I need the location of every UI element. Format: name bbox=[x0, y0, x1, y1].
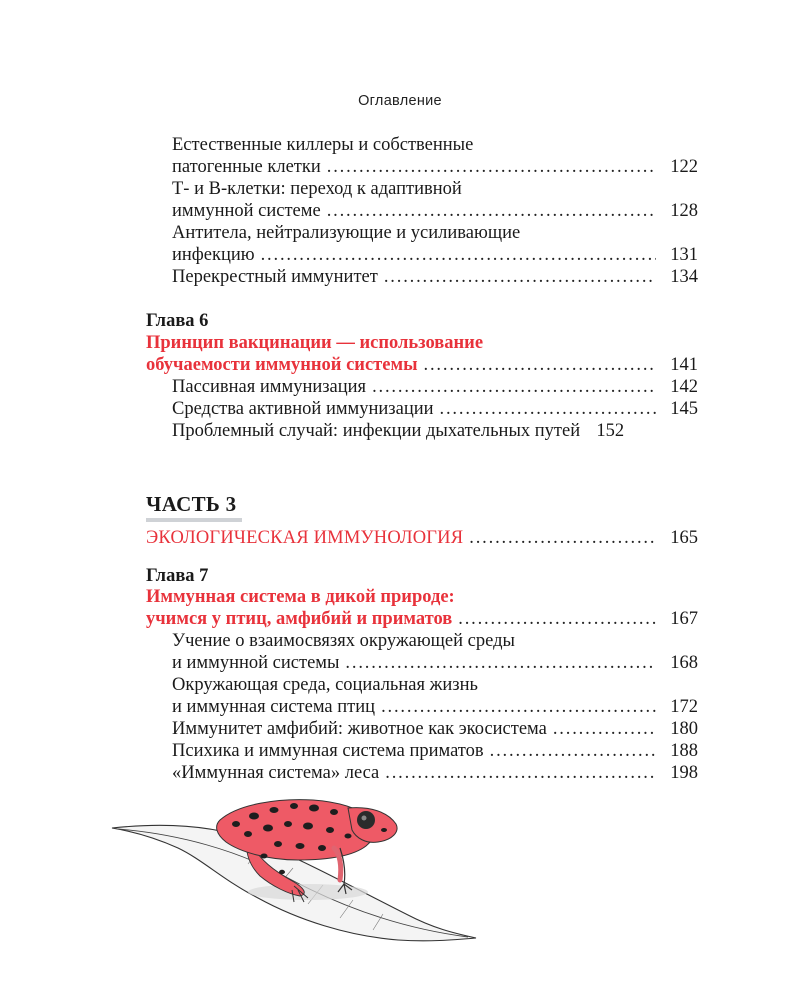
frog-eye bbox=[357, 811, 375, 829]
toc-entry-active-immunization[interactable] bbox=[172, 398, 698, 420]
leader-dots bbox=[490, 740, 656, 762]
chapter-title-text: Принцип вакцинации — использование bbox=[146, 333, 484, 353]
toc-entry-text: Средства активной иммунизации bbox=[172, 399, 434, 419]
leader-dots bbox=[372, 376, 656, 398]
leader-dots bbox=[440, 398, 656, 420]
chapter-6-title-line2[interactable] bbox=[146, 354, 698, 376]
page-number: 134 bbox=[670, 267, 698, 287]
chapter-6-title-line1[interactable] bbox=[146, 332, 698, 354]
toc-entry-tb-cells-line2[interactable] bbox=[172, 200, 698, 222]
toc-entry-antibodies-line1[interactable] bbox=[172, 222, 698, 244]
leader-dots bbox=[381, 696, 656, 718]
leader-dots bbox=[424, 354, 656, 376]
toc-entry-text: Психика и иммунная система приматов bbox=[172, 741, 484, 761]
frog-front-leg-fill bbox=[334, 848, 341, 880]
toc-entry-birds-line2[interactable] bbox=[172, 696, 698, 718]
toc-entry-text: Учение о взаимосвязях окружающей среды bbox=[172, 631, 515, 651]
page-number: 128 bbox=[670, 201, 698, 221]
toc-entry-text: Естественные киллеры и собственные bbox=[172, 135, 474, 155]
chapter-7-title-line2[interactable] bbox=[146, 608, 698, 630]
page-number: 145 bbox=[670, 399, 698, 419]
frog-eye-highlight bbox=[362, 816, 367, 821]
page-number: 180 bbox=[670, 719, 698, 739]
chapter-7-label: Глава 7 bbox=[146, 566, 209, 586]
toc-entry-text: и иммунной системы bbox=[172, 653, 340, 673]
toc-entry-text: и иммунная система птиц bbox=[172, 697, 376, 717]
page-number: 172 bbox=[670, 697, 698, 717]
part-3-underline bbox=[146, 518, 242, 522]
toc-entry-text: патогенные клетки bbox=[172, 157, 321, 177]
part-3-label: ЧАСТЬ 3 bbox=[146, 492, 237, 516]
chapter-6-label: Глава 6 bbox=[146, 311, 209, 331]
toc-entry-cross-immunity[interactable] bbox=[172, 266, 698, 288]
toc-entry-text: инфекцию bbox=[172, 245, 255, 265]
leader-dots bbox=[385, 762, 656, 784]
toc-entry-text: Перекрестный иммунитет bbox=[172, 267, 378, 287]
page-number: 152 bbox=[596, 421, 625, 441]
page-number: 188 bbox=[670, 741, 698, 761]
frog-on-leaf-icon bbox=[108, 790, 488, 960]
toc-entry-ecology-line1[interactable] bbox=[172, 630, 698, 652]
toc-entry-respiratory-infections[interactable] bbox=[172, 420, 698, 442]
toc-entry-text: Антитела, нейтрализующие и усиливающие bbox=[172, 223, 521, 243]
chapter-title-text: учимся у птиц, амфибий и приматов bbox=[146, 609, 453, 629]
leader-dots bbox=[384, 266, 656, 288]
toc-entry-primates[interactable] bbox=[172, 740, 698, 762]
page-number: 142 bbox=[670, 377, 698, 397]
toc-entry-text: Пассивная иммунизация bbox=[172, 377, 367, 397]
toc-entry-passive-immunization[interactable] bbox=[172, 376, 698, 398]
page-number: 168 bbox=[670, 653, 698, 673]
page-number: 122 bbox=[670, 157, 698, 177]
toc-entry-nk-cells-line1[interactable] bbox=[172, 134, 698, 156]
toc-entry-ecology-line2[interactable] bbox=[172, 652, 698, 674]
toc-entry-text: иммунной системе bbox=[172, 201, 321, 221]
leader-dots bbox=[327, 156, 656, 178]
toc-entry-nk-cells-line2[interactable] bbox=[172, 156, 698, 178]
page-number: 165 bbox=[670, 528, 698, 548]
toc-entry-text: Окружающая среда, социальная жизнь bbox=[172, 675, 478, 695]
leader-dots bbox=[469, 527, 656, 549]
leader-dots bbox=[458, 608, 656, 630]
toc-entry-amphibians[interactable] bbox=[172, 718, 698, 740]
page-number: 198 bbox=[670, 763, 698, 783]
leader-dots bbox=[327, 200, 656, 222]
toc-entry-text: Проблемный случай: инфекции дыхательных путей bbox=[172, 421, 581, 441]
toc-entry-text: Т- и В-клетки: переход к адаптивной bbox=[172, 179, 462, 199]
chapter-title-text: Иммунная система в дикой природе: bbox=[146, 587, 455, 607]
toc-entry-antibodies-line2[interactable] bbox=[172, 244, 698, 266]
page-number: 141 bbox=[670, 355, 698, 375]
toc-entry-text: «Иммунная система» леса bbox=[172, 763, 380, 783]
toc-entry-tb-cells-line1[interactable] bbox=[172, 178, 698, 200]
chapter-title-text: обучаемости иммунной системы bbox=[146, 355, 418, 375]
running-head: Оглавление bbox=[358, 93, 442, 109]
page-number: 131 bbox=[670, 245, 698, 265]
part-title-text: ЭКОЛОГИЧЕСКАЯ ИММУНОЛОГИЯ bbox=[146, 528, 464, 548]
chapter-7-title-line1[interactable] bbox=[146, 586, 698, 608]
leader-dots bbox=[345, 652, 656, 674]
toc-entry-text: Иммунитет амфибий: животное как экосистема bbox=[172, 719, 547, 739]
part-3-title[interactable] bbox=[146, 527, 698, 549]
toc-entry-birds-line1[interactable] bbox=[172, 674, 698, 696]
page-number: 167 bbox=[670, 609, 698, 629]
toc-entry-forest[interactable] bbox=[172, 762, 698, 784]
leader-dots bbox=[553, 718, 656, 740]
leader-dots bbox=[261, 244, 656, 266]
